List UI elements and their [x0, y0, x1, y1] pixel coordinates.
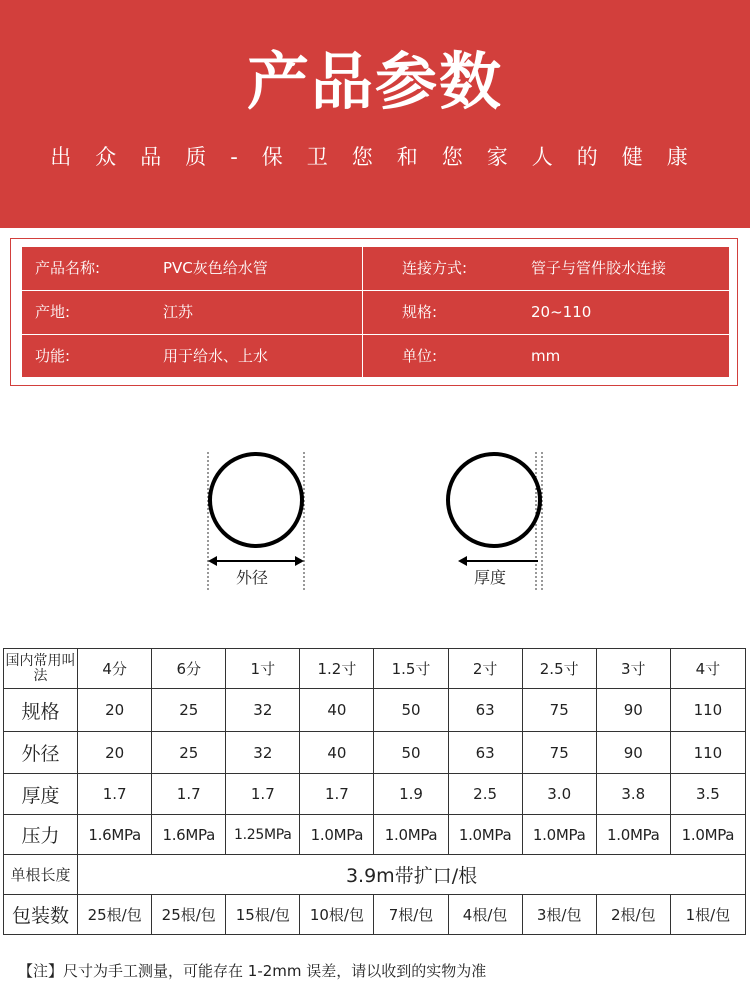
table-cell: 6分	[152, 649, 226, 689]
table-cell: 1.7	[226, 774, 300, 815]
table-row	[4, 689, 746, 732]
pipe-diagram-svg	[0, 440, 750, 600]
info-divider	[362, 335, 363, 379]
row-header: 规格	[4, 689, 78, 732]
table-cell: 7根/包	[374, 895, 448, 935]
arrow-left-icon	[208, 556, 217, 566]
measurement-note: 【注】尺寸为手工测量，可能存在 1-2mm 误差，请以收到的实物为准	[18, 962, 487, 980]
info-value: 管子与管件胶水连接	[531, 259, 667, 277]
table-cell: 20	[78, 689, 152, 732]
row-header: 外径	[4, 732, 78, 774]
table-cell-merged: 3.9m带扩口/根	[78, 855, 746, 895]
table-cell: 1寸	[226, 649, 300, 689]
table-cell: 1.7	[300, 774, 374, 815]
info-label: 功能:	[35, 347, 71, 365]
table-cell: 90	[596, 732, 670, 774]
table-cell: 25	[152, 732, 226, 774]
info-label: 产品名称:	[35, 259, 101, 277]
table-cell: 25	[152, 689, 226, 732]
table-cell: 3.5	[670, 774, 745, 815]
info-row	[22, 247, 729, 291]
table-cell: 1.5寸	[374, 649, 448, 689]
table-cell: 1.7	[78, 774, 152, 815]
table-cell: 1.0MPa	[374, 815, 448, 855]
table-row	[4, 732, 746, 774]
table-cell: 25根/包	[152, 895, 226, 935]
table-cell: 1.0MPa	[522, 815, 596, 855]
info-divider	[362, 247, 363, 290]
pipe-circle-outer	[210, 454, 302, 546]
table-cell: 1.0MPa	[300, 815, 374, 855]
table-cell: 50	[374, 689, 448, 732]
table-row	[4, 774, 746, 815]
info-divider	[362, 291, 363, 334]
table-cell: 2.5寸	[522, 649, 596, 689]
table-cell: 1根/包	[670, 895, 745, 935]
table-cell: 1.0MPa	[670, 815, 745, 855]
table-cell: 3.8	[596, 774, 670, 815]
table-cell: 75	[522, 732, 596, 774]
table-cell: 1.25MPa	[226, 815, 300, 855]
header-banner	[0, 0, 750, 228]
info-grid	[21, 246, 730, 378]
info-label: 规格:	[402, 303, 438, 321]
table-row	[4, 649, 746, 689]
table-cell: 2.5	[448, 774, 522, 815]
table-cell: 1.6MPa	[78, 815, 152, 855]
table-cell: 1.0MPa	[596, 815, 670, 855]
table-cell: 40	[300, 732, 374, 774]
info-value: PVC灰色给水管	[163, 259, 268, 277]
info-row	[22, 291, 729, 335]
table-cell: 20	[78, 732, 152, 774]
table-cell: 90	[596, 689, 670, 732]
row-header: 包装数	[4, 895, 78, 935]
outer-diameter-label: 外径	[236, 568, 269, 587]
info-label: 连接方式:	[402, 259, 468, 277]
table-cell: 25根/包	[78, 895, 152, 935]
table-cell: 40	[300, 689, 374, 732]
table-cell: 15根/包	[226, 895, 300, 935]
table-cell: 2根/包	[596, 895, 670, 935]
info-row	[22, 335, 729, 379]
table-cell: 32	[226, 732, 300, 774]
table-cell: 3寸	[596, 649, 670, 689]
table-cell: 50	[374, 732, 448, 774]
table-cell: 4分	[78, 649, 152, 689]
table-cell: 63	[448, 732, 522, 774]
info-value: 江苏	[163, 303, 194, 321]
spec-table	[3, 648, 746, 935]
row-header: 压力	[4, 815, 78, 855]
page-title: 产品参数	[246, 45, 503, 118]
table-cell: 63	[448, 689, 522, 732]
table-cell: 4寸	[670, 649, 745, 689]
pipe-circle-thickness	[448, 454, 540, 546]
info-label: 产地:	[35, 303, 71, 321]
table-cell: 10根/包	[300, 895, 374, 935]
table-cell: 1.2寸	[300, 649, 374, 689]
row-header: 单根长度	[4, 855, 78, 895]
table-cell: 1.9	[374, 774, 448, 815]
thickness-label: 厚度	[474, 568, 507, 587]
table-cell: 3根/包	[522, 895, 596, 935]
table-cell: 1.7	[152, 774, 226, 815]
table-row	[4, 895, 746, 935]
table-row	[4, 815, 746, 855]
table-cell: 3.0	[522, 774, 596, 815]
table-cell: 75	[522, 689, 596, 732]
table-cell: 4根/包	[448, 895, 522, 935]
info-value: 20~110	[531, 303, 592, 321]
info-value: mm	[531, 347, 561, 365]
row-header: 国内常用叫法	[4, 649, 78, 689]
table-cell: 32	[226, 689, 300, 732]
arrow-left-icon	[458, 556, 467, 566]
pipe-diagram	[0, 440, 750, 600]
table-cell: 2寸	[448, 649, 522, 689]
info-label: 单位:	[402, 347, 438, 365]
table-cell: 1.6MPa	[152, 815, 226, 855]
arrow-right-icon	[295, 556, 304, 566]
table-row	[4, 855, 746, 895]
table-cell: 110	[670, 689, 745, 732]
info-value: 用于给水、上水	[163, 347, 269, 365]
row-header: 厚度	[4, 774, 78, 815]
page-subtitle: 出众品质-保卫您和您家人的健康	[50, 145, 712, 169]
table-cell: 110	[670, 732, 745, 774]
table-cell: 1.0MPa	[448, 815, 522, 855]
